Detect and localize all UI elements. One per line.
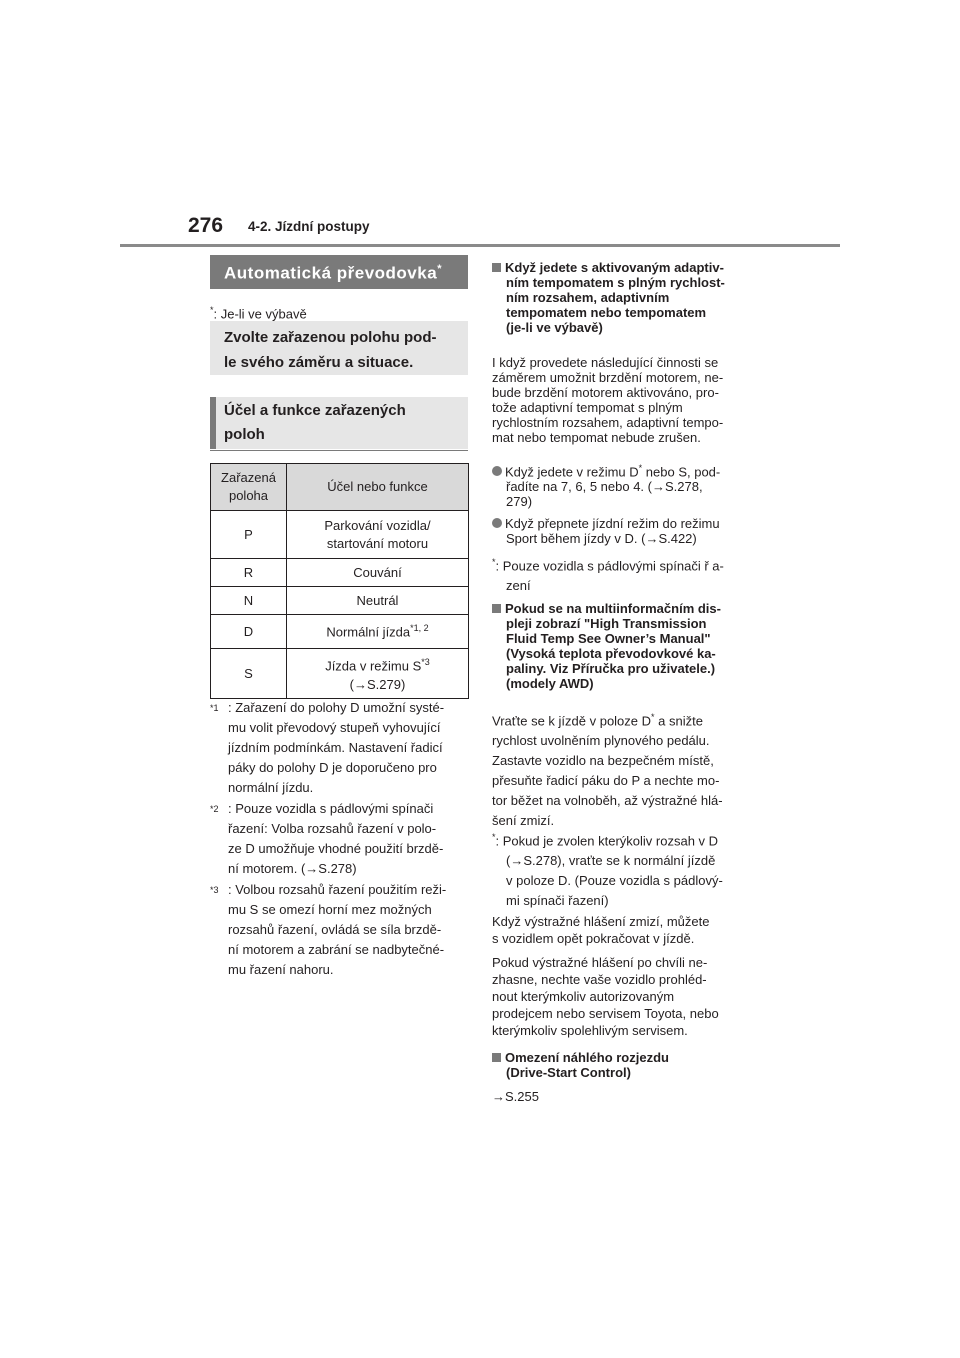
bullet-text: nebo S, pod- xyxy=(642,464,721,480)
footnote-line: mu řazení nahoru. xyxy=(228,962,334,977)
square-bullet-icon xyxy=(492,604,501,613)
chapter-title: Automatická převodovka xyxy=(224,263,438,283)
footnote-line: : Pouze vozidla s pádlovými spínači xyxy=(228,801,434,816)
paragraph-line: I když provedete následující činnosti se xyxy=(492,355,719,370)
footnote-ref: * xyxy=(638,463,643,473)
header-rule xyxy=(120,244,840,247)
table-row xyxy=(211,649,469,699)
page-number: 276 xyxy=(188,214,224,237)
table-row xyxy=(211,587,469,615)
heading-line: (Drive-Start Control) xyxy=(506,1065,631,1080)
heading-line: tempomatem nebo tempomatem xyxy=(506,305,707,320)
header-position xyxy=(211,464,287,511)
paragraph-service xyxy=(492,954,752,1039)
heading-line: Když jedete s aktivovaným adaptiv- xyxy=(505,260,724,275)
bullet-line: Sport během jízdy v D. (→S.422) xyxy=(506,531,697,546)
subheading-line: Účel a funkce zařazených xyxy=(224,402,406,419)
footnote-line: : Zařazení do polohy D umožní systé- xyxy=(228,700,445,715)
heading-line: (je-li ve výbavě) xyxy=(506,320,603,335)
footnote-line: mu volit převodový stupeň vyhovující xyxy=(228,720,441,735)
heading-line: Omezení náhlého rozjezdu xyxy=(505,1050,669,1065)
paragraph-warning xyxy=(492,707,752,831)
function-cell: Neutrál xyxy=(287,587,469,615)
paragraph-line: s vozidlem opět pokračovat v jízdě. xyxy=(492,931,695,946)
footnote-2 xyxy=(210,799,470,879)
paragraph-line: tor běžet na volnoběh, až výstražné hlá- xyxy=(492,793,723,809)
position-cell: S xyxy=(211,649,287,699)
position-cell: P xyxy=(211,511,287,559)
table-row xyxy=(211,511,469,559)
bullet-text: Když jedete v režimu D xyxy=(505,464,639,480)
footnote-mark: *3 xyxy=(210,885,219,895)
note-line: : Pokud je zvolen kterýkoliv rozsah v D xyxy=(495,833,719,849)
square-bullet-icon xyxy=(492,1053,501,1062)
paragraph-line: rychlost uvolněním plynového pedálu. xyxy=(492,733,710,749)
heading-line: Fluid Temp See Owner’s Manual" xyxy=(506,631,711,646)
subheading-rule xyxy=(210,450,468,451)
function-line: Parkování vozidla/ xyxy=(324,517,431,533)
footnote-3 xyxy=(210,880,470,980)
footnote-mark: *1 xyxy=(210,703,219,713)
function-line: (→S.279) xyxy=(349,677,406,693)
footnote-mark: *2 xyxy=(210,804,219,814)
function-cell xyxy=(287,511,469,559)
note-text: : Je-li ve výbavě xyxy=(213,306,307,322)
paragraph-line: bude brzdění motorem aktivováno, pro- xyxy=(492,385,719,400)
footnote-line: jízdním podmínkám. Nastavení řadicí xyxy=(228,740,443,755)
function-line: startování motoru xyxy=(326,535,429,551)
footnote-ref: *1, 2 xyxy=(410,623,429,634)
heading-line: (Vysoká teplota převodovkové ka- xyxy=(506,646,716,661)
summary-line: Zvolte zařazenou polohu pod- xyxy=(224,329,437,346)
header-position-text: Zařazená poloha xyxy=(221,470,276,503)
footnote-line: ní motorem. (→S.278) xyxy=(228,861,357,876)
function-cell xyxy=(287,615,469,649)
paragraph-line: záměrem umožnit brzdění motorem, ne- xyxy=(492,370,724,385)
paragraph-line: mat nebo tempomat nebude zrušen. xyxy=(492,430,701,445)
note-mark: * xyxy=(210,305,214,315)
paragraph-line: prodejcem nebo servisem Toyota, nebo xyxy=(492,1006,719,1021)
section-title: 4-2. Jízdní postupy xyxy=(248,219,370,234)
position-cell: N xyxy=(211,587,287,615)
subheading-box xyxy=(210,397,468,449)
heading-line: pleji zobrazí "High Transmission xyxy=(506,616,707,631)
heading-drive-start-control xyxy=(492,1050,752,1080)
table-row xyxy=(211,615,469,649)
heading-line: paliny. Viz Příručka pro uživatele.) xyxy=(506,661,716,676)
header-function-text: Účel nebo funkce xyxy=(327,479,428,494)
heading-line: ním tempomatem s plným rychlost- xyxy=(506,275,725,290)
footnote-line: řazení: Volba rozsahů řazení v polo- xyxy=(228,821,437,836)
note-mark: * xyxy=(492,832,496,842)
paragraph-text: a snižte xyxy=(654,713,703,729)
paragraph-line: Zastavte vozidlo na bezpečném místě, xyxy=(492,753,714,769)
heading-line: ním rozsahem, adaptivním xyxy=(506,290,670,305)
note-line: v poloze D. (Pouze vozidla s pádlový- xyxy=(506,873,723,889)
paragraph-line: nout kterýmkoliv autorizovaným xyxy=(492,989,675,1004)
note-mark: * xyxy=(492,557,496,567)
footnote-1 xyxy=(210,698,470,798)
paragraph-line: tože adaptivní tempomat s plným xyxy=(492,400,683,415)
footnote-line: páky do polohy D je doporučeno pro xyxy=(228,760,437,775)
circle-bullet-icon xyxy=(492,466,502,476)
footnote-line: : Volbou rozsahů řazení použitím reži- xyxy=(228,882,447,897)
circle-bullet-icon xyxy=(492,518,502,528)
function-cell: Couvání xyxy=(287,559,469,587)
footnote-ref: * xyxy=(651,712,655,722)
function-line: Jízda v režimu S xyxy=(325,658,422,674)
footnote-line: rozsahů řazení, ovládá se síla brzdě- xyxy=(228,922,442,937)
footnote-ref: *3 xyxy=(421,656,430,667)
paragraph-resume xyxy=(492,913,752,947)
bullet-item xyxy=(492,461,752,509)
function-cell xyxy=(287,649,469,699)
summary-box xyxy=(210,321,468,375)
note-range xyxy=(492,827,752,911)
function-line: Normální jízda xyxy=(326,624,411,640)
paragraph-line: šení zmizí. xyxy=(492,813,555,829)
page-reference: →S.255 xyxy=(492,1089,539,1104)
chapter-title-bar xyxy=(210,255,468,289)
paragraph-line: zhasne, nechte vaše vozidlo prohléd- xyxy=(492,972,707,987)
paragraph-line: rychlostním rozsahem, adaptivní tempo- xyxy=(492,415,724,430)
heading-transmission-warning xyxy=(492,601,752,691)
gear-table xyxy=(210,463,469,699)
paragraph-line: Pokud výstražné hlášení po chvíli ne- xyxy=(492,955,708,970)
summary-line: le svého záměru a situace. xyxy=(224,354,414,371)
note-line: (→S.278), vraťte se k normální jízdě xyxy=(506,853,716,869)
note-line: : Pouze vozidla s pádlovými spínači ř a- xyxy=(495,558,724,574)
table-header-row xyxy=(211,464,469,511)
paragraph-text: Vraťte se k jízdě v poloze D xyxy=(492,713,652,729)
bullet-line: 279) xyxy=(506,494,533,510)
heading-line: (modely AWD) xyxy=(506,676,594,691)
paragraph-line: kterýmkoliv spolehlivým servisem. xyxy=(492,1023,688,1038)
footnote-line: ze D umožňuje vhodné použití brzdě- xyxy=(228,841,444,856)
footnote-line: ní motorem a zabrání se nadbytečné- xyxy=(228,942,445,957)
note-paddles xyxy=(492,552,752,596)
paragraph-line: přesuňte řadicí páku do P a nechte mo- xyxy=(492,773,720,789)
note-line: zení xyxy=(506,578,531,594)
footnote-line: mu S se omezí horní mez možných xyxy=(228,902,432,917)
heading-cruise-control xyxy=(492,260,752,335)
paragraph-cruise-control xyxy=(492,355,752,445)
bullet-line: řadíte na 7, 6, 5 nebo 4. (→S.278, xyxy=(506,479,703,495)
note-line: mi spínači řazení) xyxy=(506,893,609,909)
subheading-line: poloh xyxy=(224,426,265,443)
footnote-line: normální jízdu. xyxy=(228,780,314,795)
bullet-text: Když přepnete jízdní režim do režimu xyxy=(505,516,720,531)
bullet-item xyxy=(492,516,752,546)
square-bullet-icon xyxy=(492,263,501,272)
table-row xyxy=(211,559,469,587)
chapter-title-mark: * xyxy=(437,263,442,275)
header-function xyxy=(287,464,469,511)
heading-line: Pokud se na multiinformačním dis- xyxy=(505,601,721,616)
paragraph-line: Když výstražné hlášení zmizí, můžete xyxy=(492,914,710,929)
position-cell: R xyxy=(211,559,287,587)
position-cell: D xyxy=(211,615,287,649)
